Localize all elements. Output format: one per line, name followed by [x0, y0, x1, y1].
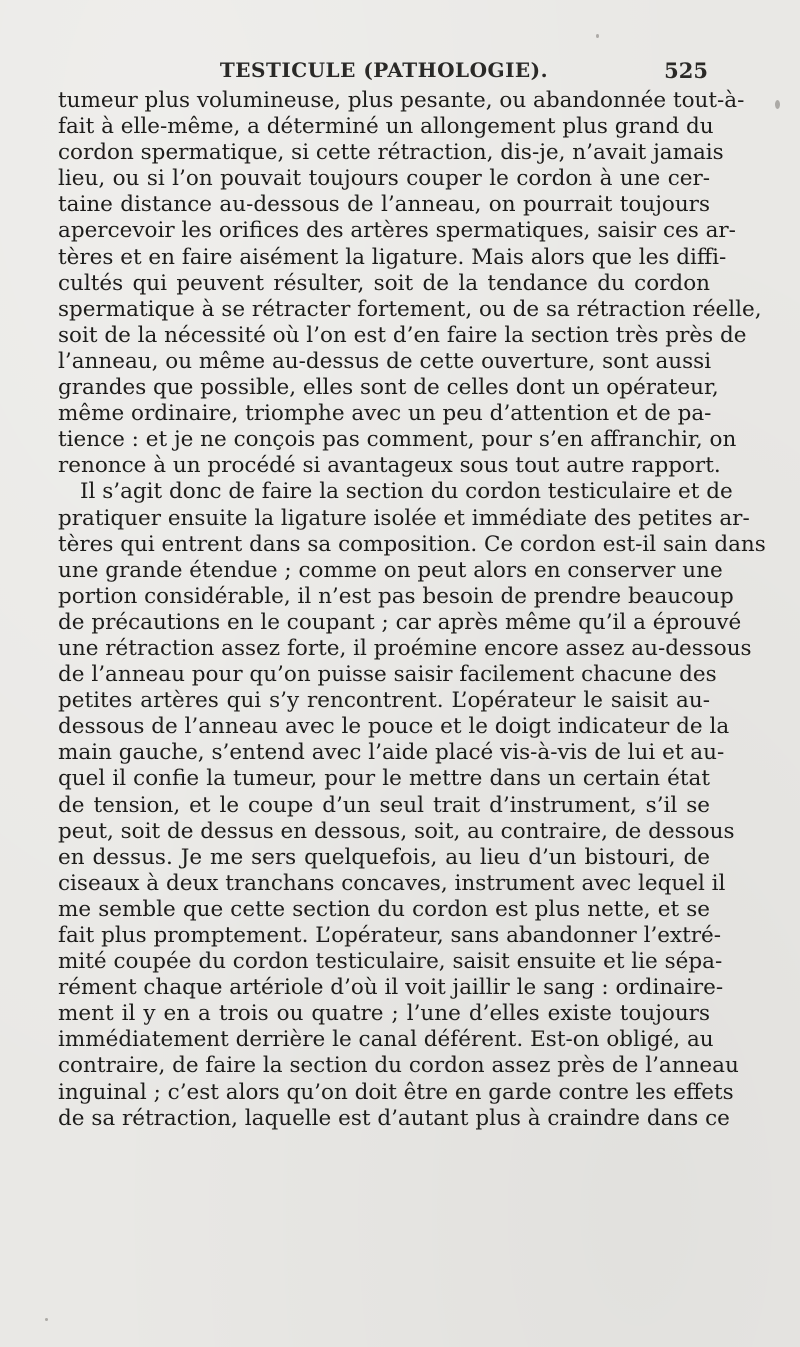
- text-line: de tension, et le coupe d’un seul trait d’instrument, s’il se: [58, 792, 710, 818]
- text-line: taine distance au-dessous de l’anneau, on pourrait toujours: [58, 192, 710, 218]
- text-line: immédiatement derrière le canal déférent. Est-on obligé, au: [58, 1027, 714, 1053]
- text-line: tience : et je ne conçois pas comment, pour s’en affranchir, on: [58, 427, 737, 453]
- text-line: de l’anneau pour qu’on puisse saisir facilement chacune des: [58, 662, 717, 688]
- text-line: lieu, ou si l’on pouvait toujours couper le cordon à une cer-: [58, 166, 710, 192]
- text-line: petites artères qui s’y rencontrent. L’opérateur le saisit au-: [58, 688, 710, 714]
- text-line: tumeur plus volumineuse, plus pesante, ou abandonnée tout-à-: [58, 88, 745, 113]
- text-line: soit de la nécessité où l’on est d’en faire la section très près de: [58, 322, 747, 348]
- running-head: TESTICULE (PATHOLOGIE).: [219, 58, 549, 82]
- text-line: en dessus. Je me sers quelquefois, au lieu d’un bistouri, de: [58, 844, 710, 870]
- text-line: ciseaux à deux tranchans concaves, instrument avec lequel il: [58, 870, 726, 896]
- paragraph-1: [58, 88, 762, 479]
- text-line: spermatique à se rétracter fortement, ou de sa rétraction réelle,: [58, 296, 762, 322]
- text-line: peut, soit de dessus en dessous, soit, au contraire, de dessous: [58, 818, 735, 844]
- text-line: de sa rétraction, laquelle est d’autant plus à craindre dans ce: [58, 1105, 730, 1131]
- text-line: rément chaque artériole d’où il voit jaillir le sang : ordinaire-: [58, 975, 724, 1001]
- text-line: fait à elle-même, a déterminé un allongement plus grand du: [58, 114, 714, 140]
- text-line: tères qui entrent dans sa composition. Ce cordon est-il sain dans: [58, 531, 766, 557]
- page-number: 525: [664, 58, 708, 83]
- paragraph-2: [58, 479, 766, 1131]
- paper-speck: [45, 1318, 48, 1321]
- text-line: ment il y en a trois ou quatre ; l’une d’elles existe toujours: [58, 1001, 710, 1027]
- paper-speck: [775, 100, 780, 109]
- text-line: renonce à un procédé si avantageux sous tout autre rapport.: [58, 453, 721, 479]
- text-line: quel il confie la tumeur, pour le mettre dans un certain état: [58, 766, 710, 792]
- text-line: apercevoir les orifices des artères spermatiques, saisir ces ar-: [58, 218, 736, 244]
- text-line: Il s’agit donc de faire la section du cordon testiculaire et de: [80, 479, 733, 505]
- text-line: me semble que cette section du cordon est plus nette, et se: [58, 896, 710, 922]
- text-line: grandes que possible, elles sont de celles dont un opérateur,: [58, 375, 719, 401]
- text-line: cordon spermatique, si cette rétraction, dis-je, n’avait jamais: [58, 140, 724, 166]
- text-line: portion considérable, il n’est pas besoin de prendre beaucoup: [58, 583, 734, 609]
- text-line: une grande étendue ; comme on peut alors en conserver une: [58, 557, 723, 583]
- page-header: [58, 58, 710, 88]
- text-line: l’anneau, ou même au-dessus de cette ouverture, sont aussi: [58, 348, 712, 374]
- text-line: dessous de l’anneau avec le pouce et le doigt indicateur de la: [58, 714, 730, 740]
- text-line: cultés qui peuvent résulter, soit de la tendance du cordon: [58, 270, 710, 296]
- text-line: une rétraction assez forte, il proémine encore assez au-dessous: [58, 635, 752, 661]
- text-line: mité coupée du cordon testiculaire, saisit ensuite et lie sépa-: [58, 949, 723, 975]
- text-line: même ordinaire, triomphe avec un peu d’attention et de pa-: [58, 401, 712, 427]
- text-line: tères et en faire aisément la ligature. Mais alors que les diffi-: [58, 244, 727, 270]
- text-line: main gauche, s’entend avec l’aide placé vis-à-vis de lui et au-: [58, 740, 725, 766]
- text-line: inguinal ; c’est alors qu’on doit être en garde contre les effets: [58, 1079, 734, 1105]
- body-text: [58, 88, 766, 1132]
- paper-speck: [596, 34, 599, 38]
- text-line: fait plus promptement. L’opérateur, sans abandonner l’extré-: [58, 923, 722, 948]
- text-line: de précautions en le coupant ; car après même qu’il a éprouvé: [58, 609, 742, 635]
- text-line: contraire, de faire la section du cordon assez près de l’anneau: [58, 1053, 739, 1079]
- text-line: pratiquer ensuite la ligature isolée et immédiate des petites ar-: [58, 505, 750, 531]
